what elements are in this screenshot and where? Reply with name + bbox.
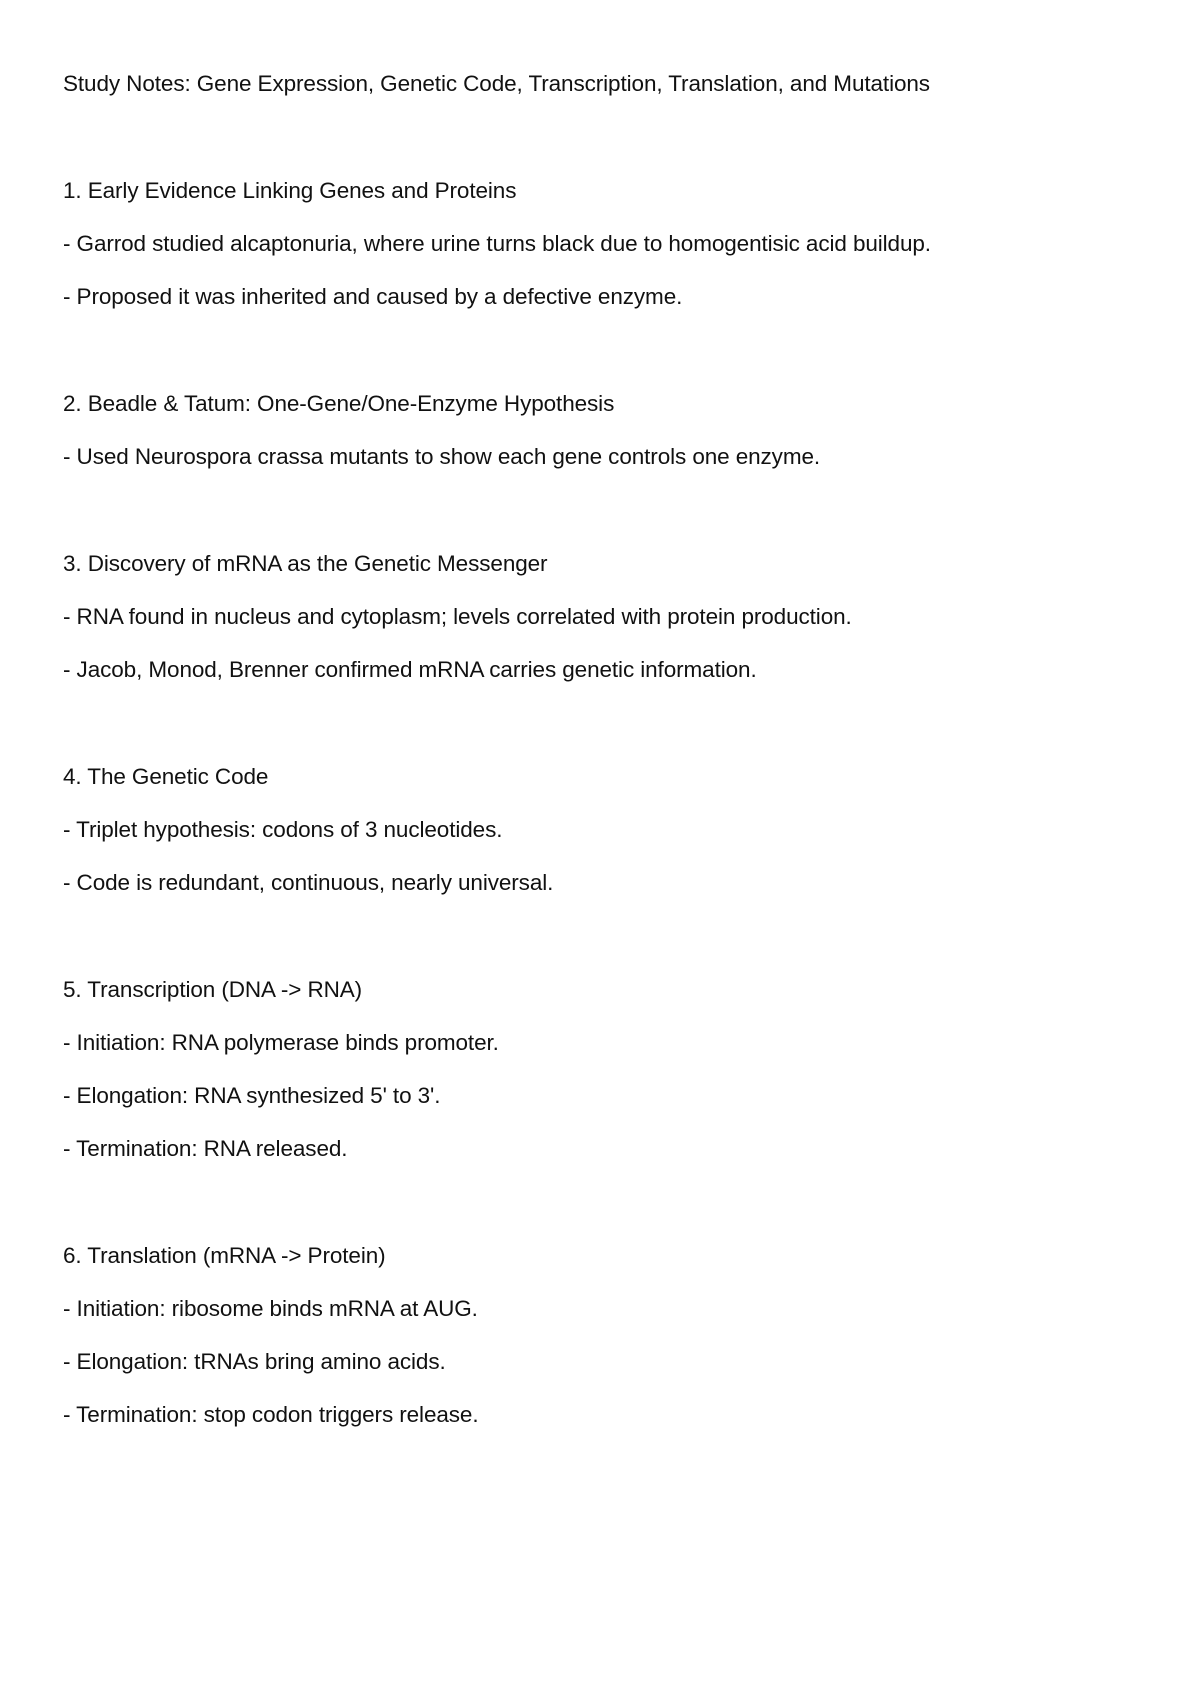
- section-6-bullet-1: - Initiation: ribosome binds mRNA at AUG.: [63, 1296, 478, 1321]
- section-5-bullet-2: - Elongation: RNA synthesized 5' to 3'.: [63, 1083, 441, 1108]
- section-3-bullet-1: - RNA found in nucleus and cytoplasm; levels correlated with protein production.: [63, 604, 852, 629]
- section-5-bullet-1: - Initiation: RNA polymerase binds promoter.: [63, 1030, 499, 1055]
- document-title: Study Notes: Gene Expression, Genetic Code, Transcription, Translation, and Mutations: [63, 71, 930, 96]
- section-heading-3: 3. Discovery of mRNA as the Genetic Messenger: [63, 551, 548, 576]
- section-5-bullet-3: - Termination: RNA released.: [63, 1136, 348, 1161]
- section-heading-1: 1. Early Evidence Linking Genes and Proteins: [63, 178, 517, 203]
- section-1-bullet-1: - Garrod studied alcaptonuria, where urine turns black due to homogentisic acid buildup.: [63, 231, 931, 256]
- section-heading-4: 4. The Genetic Code: [63, 764, 269, 789]
- section-heading-2: 2. Beadle & Tatum: One-Gene/One-Enzyme Hypothesis: [63, 391, 615, 416]
- section-3-bullet-2: - Jacob, Monod, Brenner confirmed mRNA carries genetic information.: [63, 657, 757, 682]
- section-heading-5: 5. Transcription (DNA -> RNA): [63, 977, 363, 1002]
- section-4-bullet-1: - Triplet hypothesis: codons of 3 nucleotides.: [63, 817, 503, 842]
- section-4-bullet-2: - Code is redundant, continuous, nearly universal.: [63, 870, 554, 895]
- section-1-bullet-2: - Proposed it was inherited and caused by a defective enzyme.: [63, 284, 683, 309]
- section-6-bullet-3: - Termination: stop codon triggers release.: [63, 1402, 479, 1427]
- section-heading-6: 6. Translation (mRNA -> Protein): [63, 1243, 386, 1268]
- section-2-bullet-1: - Used Neurospora crassa mutants to show each gene controls one enzyme.: [63, 444, 821, 469]
- section-6-bullet-2: - Elongation: tRNAs bring amino acids.: [63, 1349, 446, 1374]
